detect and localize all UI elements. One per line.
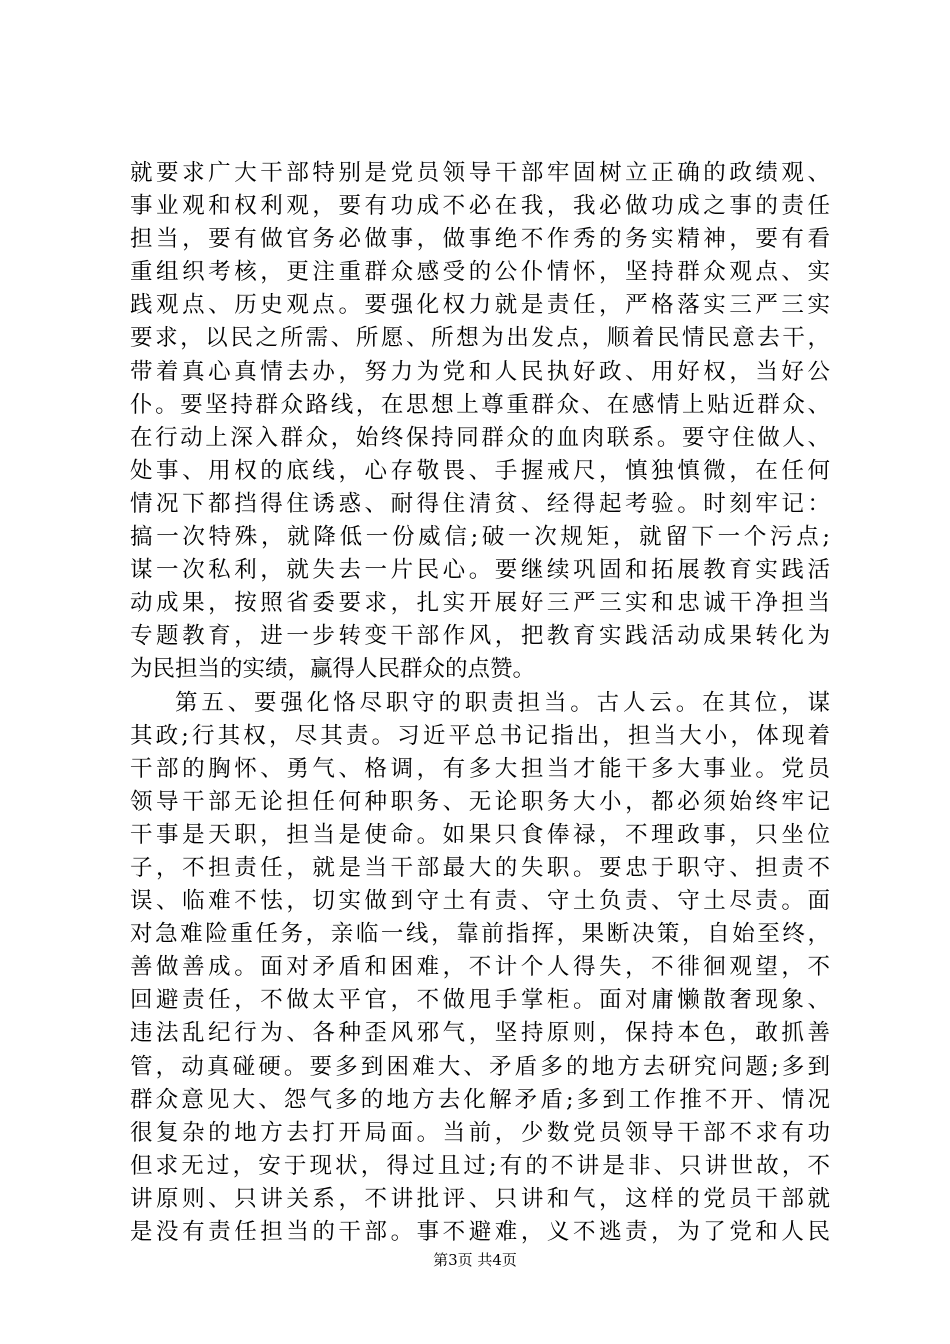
text-line: 专题教育，进一步转变干部作风，把教育实践活动成果转化为 [130, 623, 830, 650]
text-line: 但求无过，安于现状，得过且过;有的不讲是非、只讲世故，不 [130, 1152, 830, 1179]
paragraph-start-line: 第五、要强化恪尽职守的职责担当。古人云。在其位，谋 [175, 689, 830, 716]
body-text [130, 157, 830, 1249]
text-line: 讲原则、只讲关系，不讲批评、只讲和气，这样的党员干部就 [130, 1185, 830, 1212]
text-line: 领导干部无论担任何种职务、无论职务大小，都必须始终牢记 [130, 788, 830, 815]
text-line: 带着真心真情去办，努力为党和人民执好政、用好权，当好公 [130, 358, 830, 385]
text-line: 违法乱纪行为、各种歪风邪气，坚持原则，保持本色，敢抓善 [130, 1020, 830, 1047]
text-line: 重组织考核，更注重群众感受的公仆情怀，坚持群众观点、实 [130, 259, 830, 286]
text-line: 担当，要有做官务必做事，做事绝不作秀的务实精神，要有看 [130, 226, 830, 253]
text-line: 搞一次特殊，就降低一份威信;破一次规矩，就留下一个污点; [130, 524, 830, 551]
text-line: 为民担当的实绩，赢得人民群众的点赞。 [130, 656, 536, 683]
page-number-footer: 第3页 共4页 [433, 1251, 517, 1269]
text-line: 处事、用权的底线，心存敬畏、手握戒尺，慎独慎微，在任何 [130, 457, 830, 484]
text-line: 干部的胸怀、勇气、格调，有多大担当才能干多大事业。党员 [130, 755, 830, 782]
text-line: 事业观和权利观，要有功成不必在我，我必做功成之事的责任 [130, 193, 830, 220]
text-line: 动成果，按照省委要求，扎实开展好三严三实和忠诚干净担当 [130, 590, 830, 617]
text-line: 很复杂的地方去打开局面。当前，少数党员领导干部不求有功 [130, 1119, 830, 1146]
text-line: 在行动上深入群众，始终保持同群众的血肉联系。要守住做人、 [130, 424, 830, 451]
text-line: 管，动真碰硬。要多到困难大、矛盾多的地方去研究问题;多到 [130, 1053, 830, 1080]
text-line: 践观点、历史观点。要强化权力就是责任，严格落实三严三实 [130, 292, 830, 319]
text-line: 其政;行其权，尽其责。习近平总书记指出，担当大小，体现着 [130, 722, 830, 749]
text-line: 情况下都挡得住诱惑、耐得住清贫、经得起考验。时刻牢记： [130, 490, 830, 517]
text-line: 善做善成。面对矛盾和困难，不计个人得失，不徘徊观望，不 [130, 954, 830, 981]
text-line: 干事是天职，担当是使命。如果只食俸禄，不理政事，只坐位 [130, 821, 830, 848]
text-line: 要求，以民之所需、所愿、所想为出发点，顺着民情民意去干， [130, 325, 830, 352]
text-line: 谋一次私利，就失去一片民心。要继续巩固和拓展教育实践活 [130, 557, 830, 584]
text-line: 对急难险重任务，亲临一线，靠前指挥，果断决策，自始至终， [130, 921, 830, 948]
text-line: 仆。要坚持群众路线，在思想上尊重群众、在感情上贴近群众、 [130, 391, 830, 418]
text-line: 回避责任，不做太平官，不做甩手掌柜。面对庸懒散奢现象、 [130, 987, 830, 1014]
text-line: 是没有责任担当的干部。事不避难，义不逃责，为了党和人民 [130, 1219, 830, 1245]
text-line: 误、临难不怯，切实做到守土有责、守土负责、守土尽责。面 [130, 888, 830, 915]
text-line: 就要求广大干部特别是党员领导干部牢固树立正确的政绩观、 [130, 160, 830, 186]
text-line: 群众意见大、怨气多的地方去化解矛盾;多到工作推不开、情况 [130, 1086, 830, 1113]
text-line: 子，不担责任，就是当干部最大的失职。要忠于职守、担责不 [130, 854, 830, 881]
